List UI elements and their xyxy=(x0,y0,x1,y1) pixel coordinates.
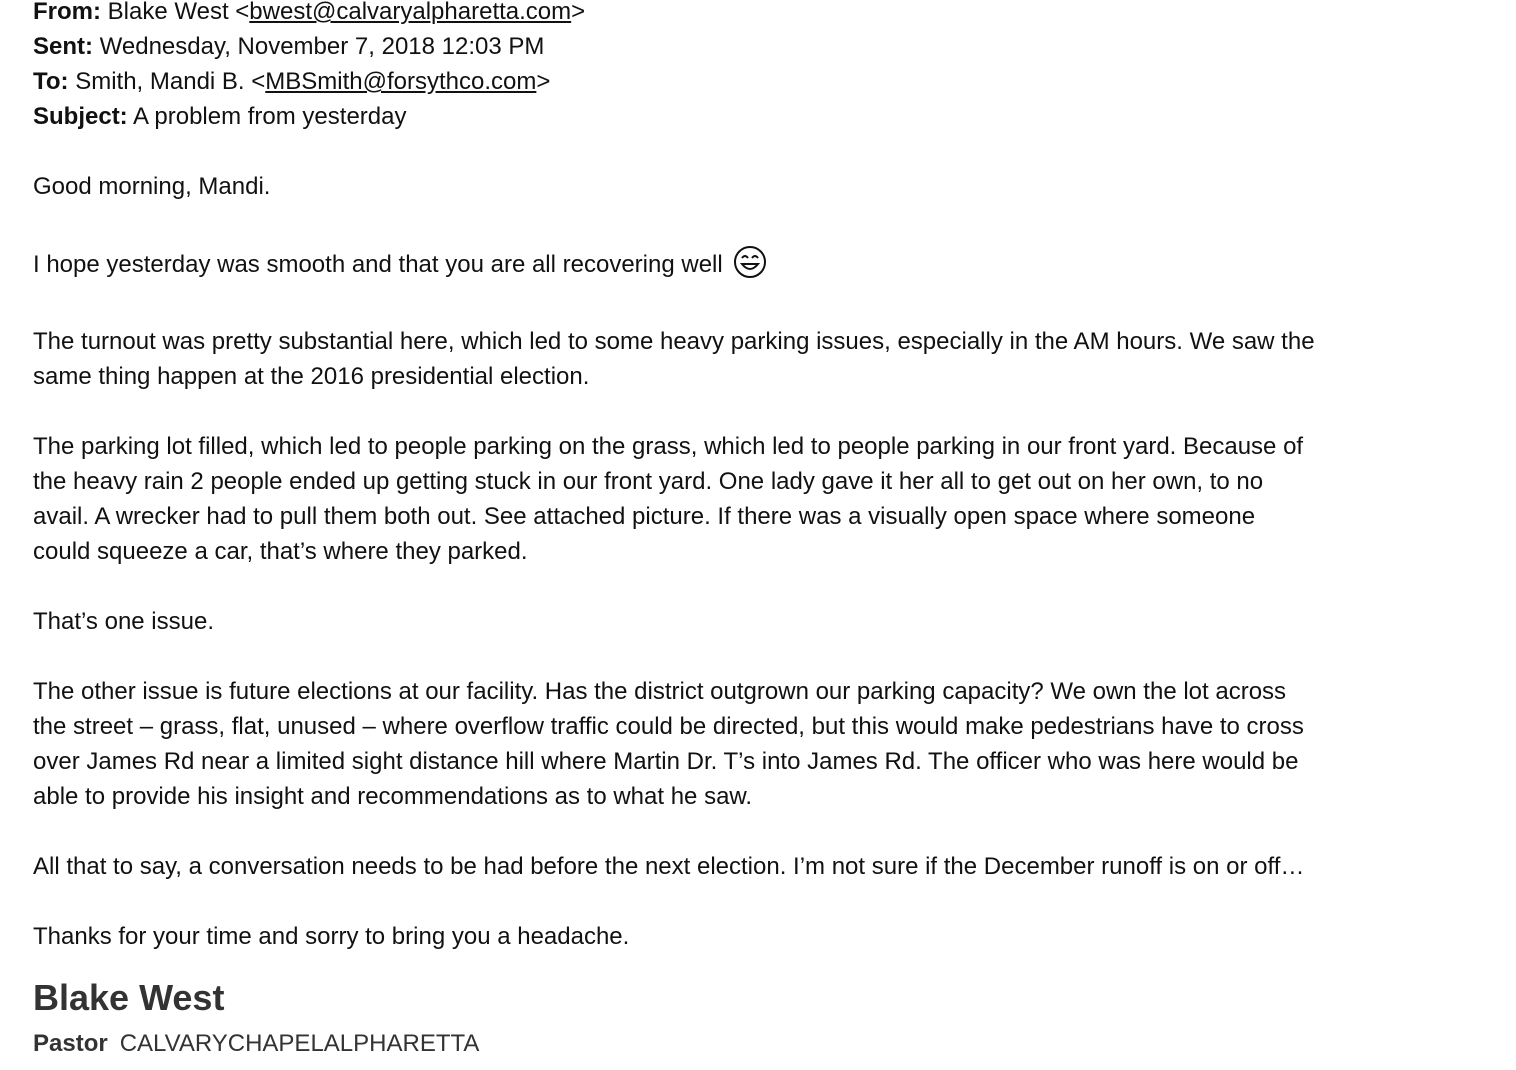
email-message xyxy=(33,0,1473,1062)
from-line xyxy=(33,0,1473,29)
signature-title-line xyxy=(33,1026,1473,1062)
paragraph-2 xyxy=(33,324,1473,394)
paragraph-5-line-3: over James Rd near a limited sight distance hill where Martin Dr. T’s into James Rd. The officer who was here would be xyxy=(33,748,1299,775)
paragraph-1-text: I hope yesterday was smooth and that you are all recovering well xyxy=(33,251,723,278)
paragraph-1 xyxy=(33,239,1473,289)
subject-label: Subject: xyxy=(33,103,128,130)
paragraph-2-line-1: The turnout was pretty substantial here, which led to some heavy parking issues, especially in the AM hours. We saw the xyxy=(33,328,1315,355)
paragraph-5-line-2: the street – grass, flat, unused – where overflow traffic could be directed, but this would make pedestrians have to cross xyxy=(33,713,1304,740)
from-email-link[interactable]: bwest@calvaryalpharetta.com xyxy=(249,0,572,25)
to-close: > xyxy=(536,68,551,95)
from-label: From: xyxy=(33,0,101,25)
paragraph-5 xyxy=(33,674,1473,814)
subject-value: A problem from yesterday xyxy=(133,103,407,130)
to-line xyxy=(33,64,1473,99)
to-name: Smith, Mandi B. < xyxy=(75,68,266,95)
paragraph-5-line-1: The other issue is future elections at our facility. Has the district outgrown our parking capacity? We own the lot across xyxy=(33,678,1287,705)
paragraph-3-line-1: The parking lot filled, which led to people parking on the grass, which led to people parking in our front yard. Because of xyxy=(33,433,1304,460)
sent-value: Wednesday, November 7, 2018 12:03 PM xyxy=(99,33,545,60)
paragraph-2-line-2: same thing happen at the 2016 presidential election. xyxy=(33,363,590,390)
signature-organization: CALVARYCHAPELALPHARETTA xyxy=(119,1030,480,1057)
signature-name: Blake West xyxy=(33,977,225,1018)
paragraph-3-line-4: could squeeze a car, that’s where they parked. xyxy=(33,538,528,565)
paragraph-7: Thanks for your time and sorry to bring you a headache. xyxy=(33,923,630,950)
paragraph-3 xyxy=(33,429,1473,569)
smiley-face-icon xyxy=(733,245,767,289)
sent-label: Sent: xyxy=(33,33,93,60)
paragraph-4: That’s one issue. xyxy=(33,608,214,635)
paragraph-3-line-2: the heavy rain 2 people ended up getting stuck in our front yard. One lady gave it her all to get out on her own, to no xyxy=(33,468,1264,495)
paragraph-6: All that to say, a conversation needs to be had before the next election. I’m not sure if the December runoff is on or off… xyxy=(33,853,1305,880)
from-close: > xyxy=(571,0,586,25)
paragraph-5-line-4: able to provide his insight and recommendations as to what he saw. xyxy=(33,783,753,810)
to-label: To: xyxy=(33,68,69,95)
from-name: Blake West < xyxy=(107,0,250,25)
paragraph-3-line-3: avail. A wrecker had to pull them both out. See attached picture. If there was a visually open space where someone xyxy=(33,503,1256,530)
greeting: Good morning, Mandi. xyxy=(33,173,271,200)
subject-line xyxy=(33,99,1473,134)
signature-title: Pastor xyxy=(33,1030,108,1057)
sent-line xyxy=(33,29,1473,64)
to-email-link[interactable]: MBSmith@forsythco.com xyxy=(265,68,537,95)
